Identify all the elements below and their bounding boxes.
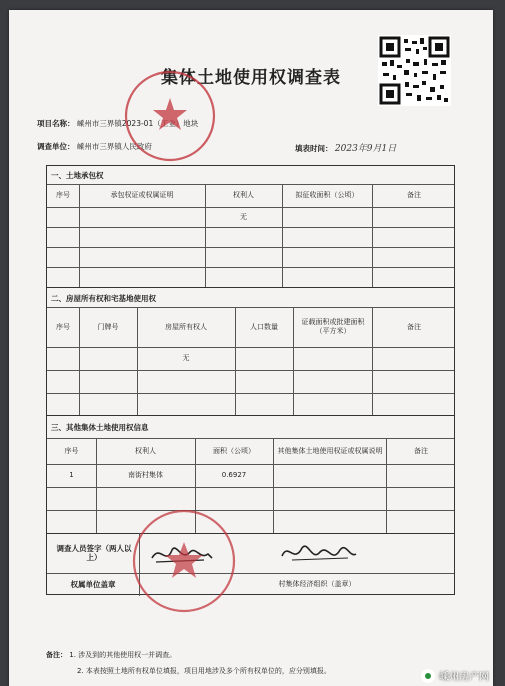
notes-line1 [46, 650, 176, 660]
s2-header-index: 序号 [56, 322, 70, 331]
notes-text1: 1. 涉及到的其他使用权一并调查。 [69, 651, 177, 659]
owner-unit-value: 村集体经济组织（盖章） [278, 580, 356, 589]
survey-unit-value: 嵊州市三界镇人民政府 [76, 142, 152, 151]
investigator-label: 调查人员签字（两人以上） [56, 543, 132, 562]
watermark [421, 668, 489, 683]
s3-row1-area: 0.6927 [221, 471, 247, 480]
s2-header-remark: 备注 [407, 322, 421, 331]
notes-label: 备注： [46, 651, 67, 659]
s1-row1-right-holder: 无 [240, 212, 247, 221]
survey-table [46, 165, 455, 595]
s2-header-door-number: 门牌号 [97, 322, 119, 331]
section2-heading: 二、房屋所有权和宅基地使用权 [51, 294, 156, 303]
document-page [9, 10, 493, 686]
survey-unit-label: 调查单位： [37, 142, 75, 151]
section1-heading: 一、土地承包权 [51, 171, 104, 180]
qr-code [378, 35, 451, 106]
notes-line2: 2. 本表按照土地所有权单位填报，项目用地涉及多个所有权单位的，应分别填报。 [77, 667, 331, 675]
s1-header-right-holder: 权利人 [233, 191, 254, 200]
s2-row1-owner: 无 [182, 354, 190, 363]
s3-header-certificate: 其他集体土地使用权证或权属说明 [277, 446, 383, 455]
s2-header-area: 证载面积或批建面积（平方米） [301, 318, 365, 335]
s1-header-remark: 备注 [407, 191, 421, 200]
s1-header-certificate: 承包权证或权属证明 [110, 191, 174, 200]
project-name-label: 项目名称： [37, 119, 75, 128]
government-seal-stamp [122, 68, 218, 164]
s2-header-owner: 房屋所有权人 [165, 322, 207, 331]
fill-date-line [295, 141, 396, 154]
fill-date-value: 2023年9月1日 [334, 144, 397, 154]
s2-header-population: 人口数量 [250, 322, 278, 331]
s1-header-area: 拟征收面积（公顷） [295, 191, 359, 200]
owner-unit-label: 权属单位盖章 [70, 579, 116, 589]
collective-seal-stamp [129, 506, 239, 616]
s3-header-index: 序号 [64, 446, 79, 455]
s3-header-remark: 备注 [414, 446, 428, 455]
s3-row1-right-holder: 南街村集体 [128, 471, 163, 480]
s3-row1-index: 1 [69, 471, 74, 480]
watermark-text: 嵊州房产网 [439, 672, 489, 683]
s1-header-index: 序号 [56, 191, 70, 200]
project-name-value: 嵊州市三界镇2023-01（工业）地块 [76, 119, 199, 128]
document-title: 集体土地使用权调查表 [161, 68, 341, 88]
s3-header-right-holder: 权利人 [135, 446, 156, 455]
section3-heading: 三、其他集体土地使用权信息 [51, 423, 149, 432]
wechat-icon [421, 669, 435, 683]
fill-date-label: 填表时间： [295, 144, 333, 153]
s3-header-area: 面积（公顷） [213, 446, 255, 455]
